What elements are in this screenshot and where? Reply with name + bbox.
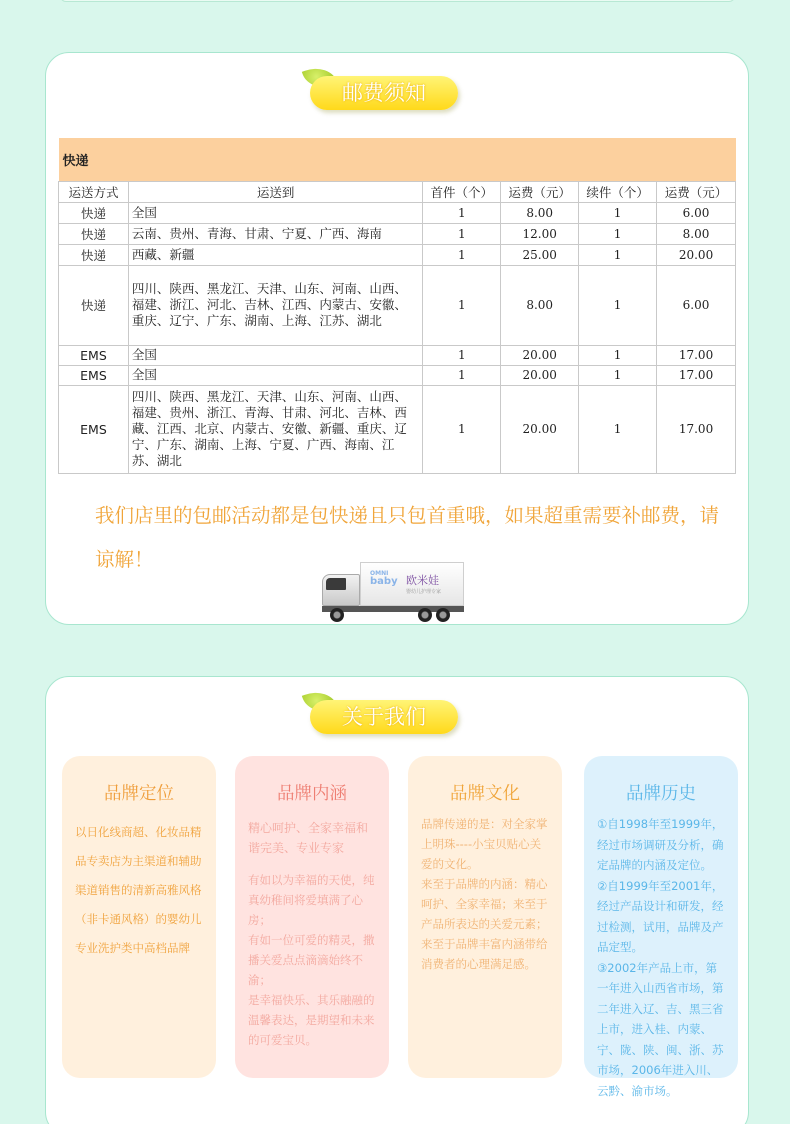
card-paragraph: 来至于品牌的内涵：精心呵护、全家幸福；来至于产品所表达的关爱元素；来至于品牌丰富内涵带给消费者的心理满足感。 xyxy=(421,877,548,971)
extra-qty-cell: 1 xyxy=(579,365,657,385)
column-header: 运送到 xyxy=(128,181,422,202)
brand-tagline: 婴幼儿护理专家 xyxy=(406,589,442,595)
first-qty-cell: 1 xyxy=(423,223,501,244)
destination-cell: 全国 xyxy=(128,345,422,365)
first-fee-cell: 25.00 xyxy=(501,244,579,265)
destination-cell: 云南、贵州、青海、甘肃、宁夏、广西、海南 xyxy=(128,223,422,244)
card-paragraph: 有如一位可爱的精灵，撒播关爱点点滴滴始终不渝； xyxy=(248,933,375,987)
truck-window xyxy=(326,578,346,590)
method-cell: EMS xyxy=(59,385,129,473)
card-title: 品牌内涵 xyxy=(277,784,347,804)
card-title: 品牌历史 xyxy=(626,784,696,804)
method-cell: 快递 xyxy=(59,223,129,244)
first-fee-cell: 20.00 xyxy=(501,345,579,365)
table-header: 快递 xyxy=(59,138,736,181)
first-qty-cell: 1 xyxy=(423,265,501,345)
extra-fee-cell: 6.00 xyxy=(657,265,736,345)
method-cell: EMS xyxy=(59,365,129,385)
card-paragraph: ③2002年产品上市，第一年进入山西省市场，第二年进入辽、吉、黑三省上市，进入桂、内蒙、宁、陇、陕、闽、浙、苏市场，2006年进入川、云黔、渝市场。 xyxy=(597,960,724,1098)
card-title: 品牌文化 xyxy=(450,784,520,804)
first-fee-cell: 12.00 xyxy=(501,223,579,244)
first-qty-cell: 1 xyxy=(423,385,501,473)
shipping-title: 邮费须知 xyxy=(310,76,458,110)
card-paragraph: ①自1998年至1999年，经过市场调研及分析，确定品牌的内涵及定位。 xyxy=(597,817,724,872)
table-row xyxy=(59,345,736,365)
column-header: 首件（个） xyxy=(423,181,501,202)
column-header: 运费（元） xyxy=(657,181,736,202)
shipping-table xyxy=(58,138,736,474)
about-title: 关于我们 xyxy=(310,700,458,734)
card-paragraph: ②自1999年至2001年，经过产品设计和研发，经过检测，试用，品牌及产品定型。 xyxy=(597,878,724,954)
first-fee-cell: 8.00 xyxy=(501,202,579,223)
table-row xyxy=(59,385,736,473)
brand-name: 欧米娃 xyxy=(406,574,439,587)
shipping-notice: 我们店里的包邮活动都是包快递且只包首重哦，如果超重需要补邮费，请谅解！ xyxy=(95,504,720,571)
brand-logo-omni: OMNI xyxy=(370,570,389,577)
method-cell: 快递 xyxy=(59,265,129,345)
truck-wheel xyxy=(436,608,450,622)
extra-fee-cell: 20.00 xyxy=(657,244,736,265)
destination-cell: 全国 xyxy=(128,202,422,223)
method-cell: EMS xyxy=(59,345,129,365)
extra-qty-cell: 1 xyxy=(579,265,657,345)
destination-cell: 西藏、新疆 xyxy=(128,244,422,265)
brand-history-card xyxy=(584,756,738,1098)
table-row xyxy=(59,265,736,345)
table-column-headers xyxy=(59,181,736,202)
destination-cell: 全国 xyxy=(128,365,422,385)
card-body xyxy=(248,870,376,1050)
column-header: 续件（个） xyxy=(579,181,657,202)
card-paragraph: 是幸福快乐、其乐融融的温馨表达，是期望和未来的可爱宝贝。 xyxy=(248,993,375,1047)
brand-logo-baby: baby xyxy=(370,576,398,587)
first-fee-cell: 20.00 xyxy=(501,365,579,385)
method-cell: 快递 xyxy=(59,202,129,223)
destination-cell: 四川、陕西、黑龙江、天津、山东、河南、山西、福建、浙江、河北、吉林、江西、内蒙古、安徽、重庆、辽宁、广东、湖南、上海、江苏、湖北 xyxy=(128,265,422,345)
column-header: 运送方式 xyxy=(59,181,129,202)
table-row xyxy=(59,365,736,385)
card-paragraph: 品牌传递的是：对全家掌上明珠----小宝贝贴心关爱的文化。 xyxy=(421,817,548,871)
first-qty-cell: 1 xyxy=(423,365,501,385)
brand-meaning-card xyxy=(235,756,389,1078)
brand-position-card xyxy=(62,756,216,1078)
truck-wheel xyxy=(330,608,344,622)
card-body xyxy=(421,814,549,974)
first-qty-cell: 1 xyxy=(423,244,501,265)
brand-culture-card xyxy=(408,756,562,1078)
table-row xyxy=(59,244,736,265)
card-slogan: 精心呵护、全家幸福和谐完美、专业专家 xyxy=(248,821,369,855)
method-cell: 快递 xyxy=(59,244,129,265)
column-header: 运费（元） xyxy=(501,181,579,202)
card-body xyxy=(597,814,725,1101)
first-fee-cell: 20.00 xyxy=(501,385,579,473)
top-panel-edge xyxy=(60,0,735,2)
extra-fee-cell: 17.00 xyxy=(657,365,736,385)
extra-fee-cell: 6.00 xyxy=(657,202,736,223)
extra-qty-cell: 1 xyxy=(579,345,657,365)
card-body: 以日化线商超、化妆品精品专卖店为主渠道和辅助渠道销售的清新高雅风格（非卡通风格）的婴幼儿专业洗护类中高档品牌 xyxy=(75,825,202,955)
table-row xyxy=(59,223,736,244)
card-title: 品牌定位 xyxy=(104,784,174,804)
extra-qty-cell: 1 xyxy=(579,385,657,473)
extra-qty-cell: 1 xyxy=(579,202,657,223)
extra-fee-cell: 17.00 xyxy=(657,345,736,365)
truck-wheel xyxy=(418,608,432,622)
first-qty-cell: 1 xyxy=(423,202,501,223)
delivery-truck-image xyxy=(320,560,470,624)
brand-logo xyxy=(370,570,398,587)
first-qty-cell: 1 xyxy=(423,345,501,365)
card-paragraph: 有如以为幸福的天使，纯真幼稚间将爱填满了心房； xyxy=(248,873,375,927)
table-row xyxy=(59,202,736,223)
destination-cell: 四川、陕西、黑龙江、天津、山东、河南、山西、福建、贵州、浙江、青海、甘肃、河北、吉林、西藏、江西、北京、内蒙古、安徽、新疆、重庆、辽宁、广东、湖南、上海、宁夏、广西、海南、江苏、湖北 xyxy=(128,385,422,473)
extra-fee-cell: 8.00 xyxy=(657,223,736,244)
first-fee-cell: 8.00 xyxy=(501,265,579,345)
extra-fee-cell: 17.00 xyxy=(657,385,736,473)
extra-qty-cell: 1 xyxy=(579,244,657,265)
extra-qty-cell: 1 xyxy=(579,223,657,244)
